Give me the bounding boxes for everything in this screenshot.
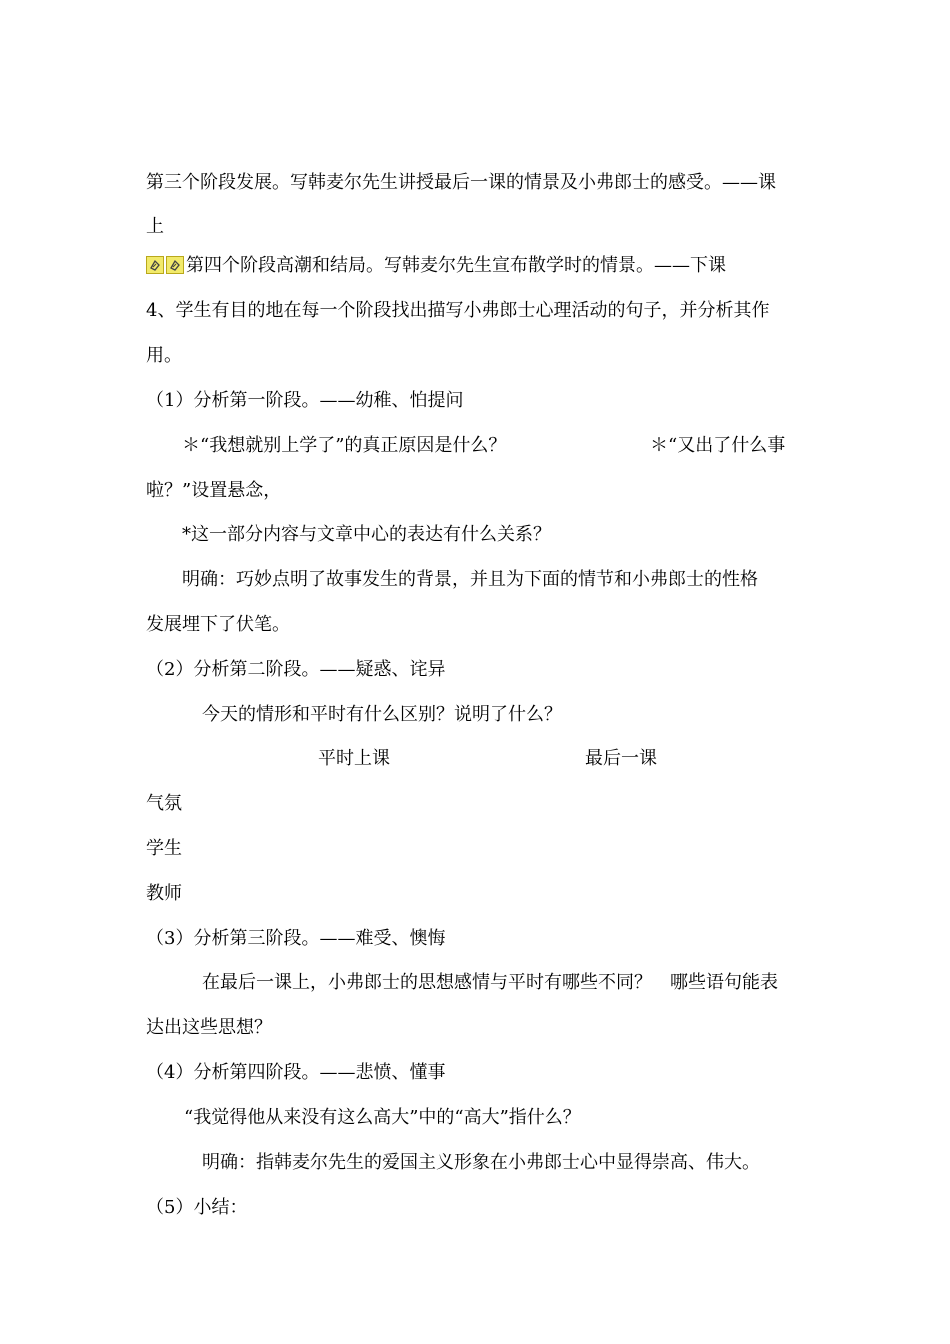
question-what-happened-cont: 啦？”设置悬念， (146, 480, 282, 501)
heading-analysis-four: （4）分析第四阶段。——悲愤、懂事 (146, 1062, 446, 1083)
heading-analysis-three: （3）分析第三阶段。——难受、懊悔 (146, 928, 446, 949)
table-row-students: 学生 (146, 838, 182, 859)
question-difference: 今天的情形和平时有什么区别？说明了什么？ (202, 704, 562, 725)
answer-four: 明确：指韩麦尔先生的爱国主义形象在小弗郎士心中显得崇高、伟大。 (202, 1152, 760, 1173)
icon-pair (146, 256, 184, 274)
paragraph-task-four: 4、学生有目的地在每一个阶段找出描写小弗郎士心理活动的句子，并分析其作 (146, 300, 770, 321)
table-row-atmosphere: 气氛 (146, 793, 182, 814)
paragraph-task-four-cont: 用。 (146, 345, 182, 366)
paragraph-stage-four (146, 253, 726, 279)
question-tall: “我觉得他从来没有这么高大”中的“高大”指什么？ (184, 1107, 581, 1128)
document-icon (146, 256, 164, 274)
paragraph-stage-three: 第三个阶段发展。写韩麦尔先生讲授最后一课的情景及小弗郎士的感受。——课 (146, 172, 776, 193)
question-relation-center: *这一部分内容与文章中心的表达有什么关系？ (182, 524, 551, 545)
heading-summary: （5）小结： (146, 1197, 248, 1218)
heading-analysis-two: （2）分析第二阶段。——疑惑、诧异 (146, 659, 446, 680)
paragraph-stage-four-text: 第四个阶段高潮和结局。写韩麦尔先生宣布散学时的情景。——下课 (186, 255, 726, 276)
paragraph-stage-three-cont: 上 (146, 216, 164, 237)
question-feelings: 在最后一课上，小弗郎士的思想感情与平时有哪些不同？ 哪些语句能表 (202, 972, 778, 993)
question-what-happened: ＊“又出了什么事 (650, 435, 786, 456)
question-real-reason: ＊“我想就别上学了”的真正原因是什么？ (182, 435, 507, 456)
heading-analysis-one: （1）分析第一阶段。——幼稚、怕提问 (146, 390, 464, 411)
answer-one-cont: 发展埋下了伏笔。 (146, 614, 290, 635)
answer-one: 明确：巧妙点明了故事发生的背景，并且为下面的情节和小弗郎士的性格 (182, 569, 758, 590)
table-row-teacher: 教师 (146, 883, 182, 904)
question-feelings-cont: 达出这些思想？ (146, 1017, 272, 1038)
document-icon (166, 256, 184, 274)
table-header-last: 最后一课 (585, 748, 657, 769)
table-header-usual: 平时上课 (318, 748, 390, 769)
